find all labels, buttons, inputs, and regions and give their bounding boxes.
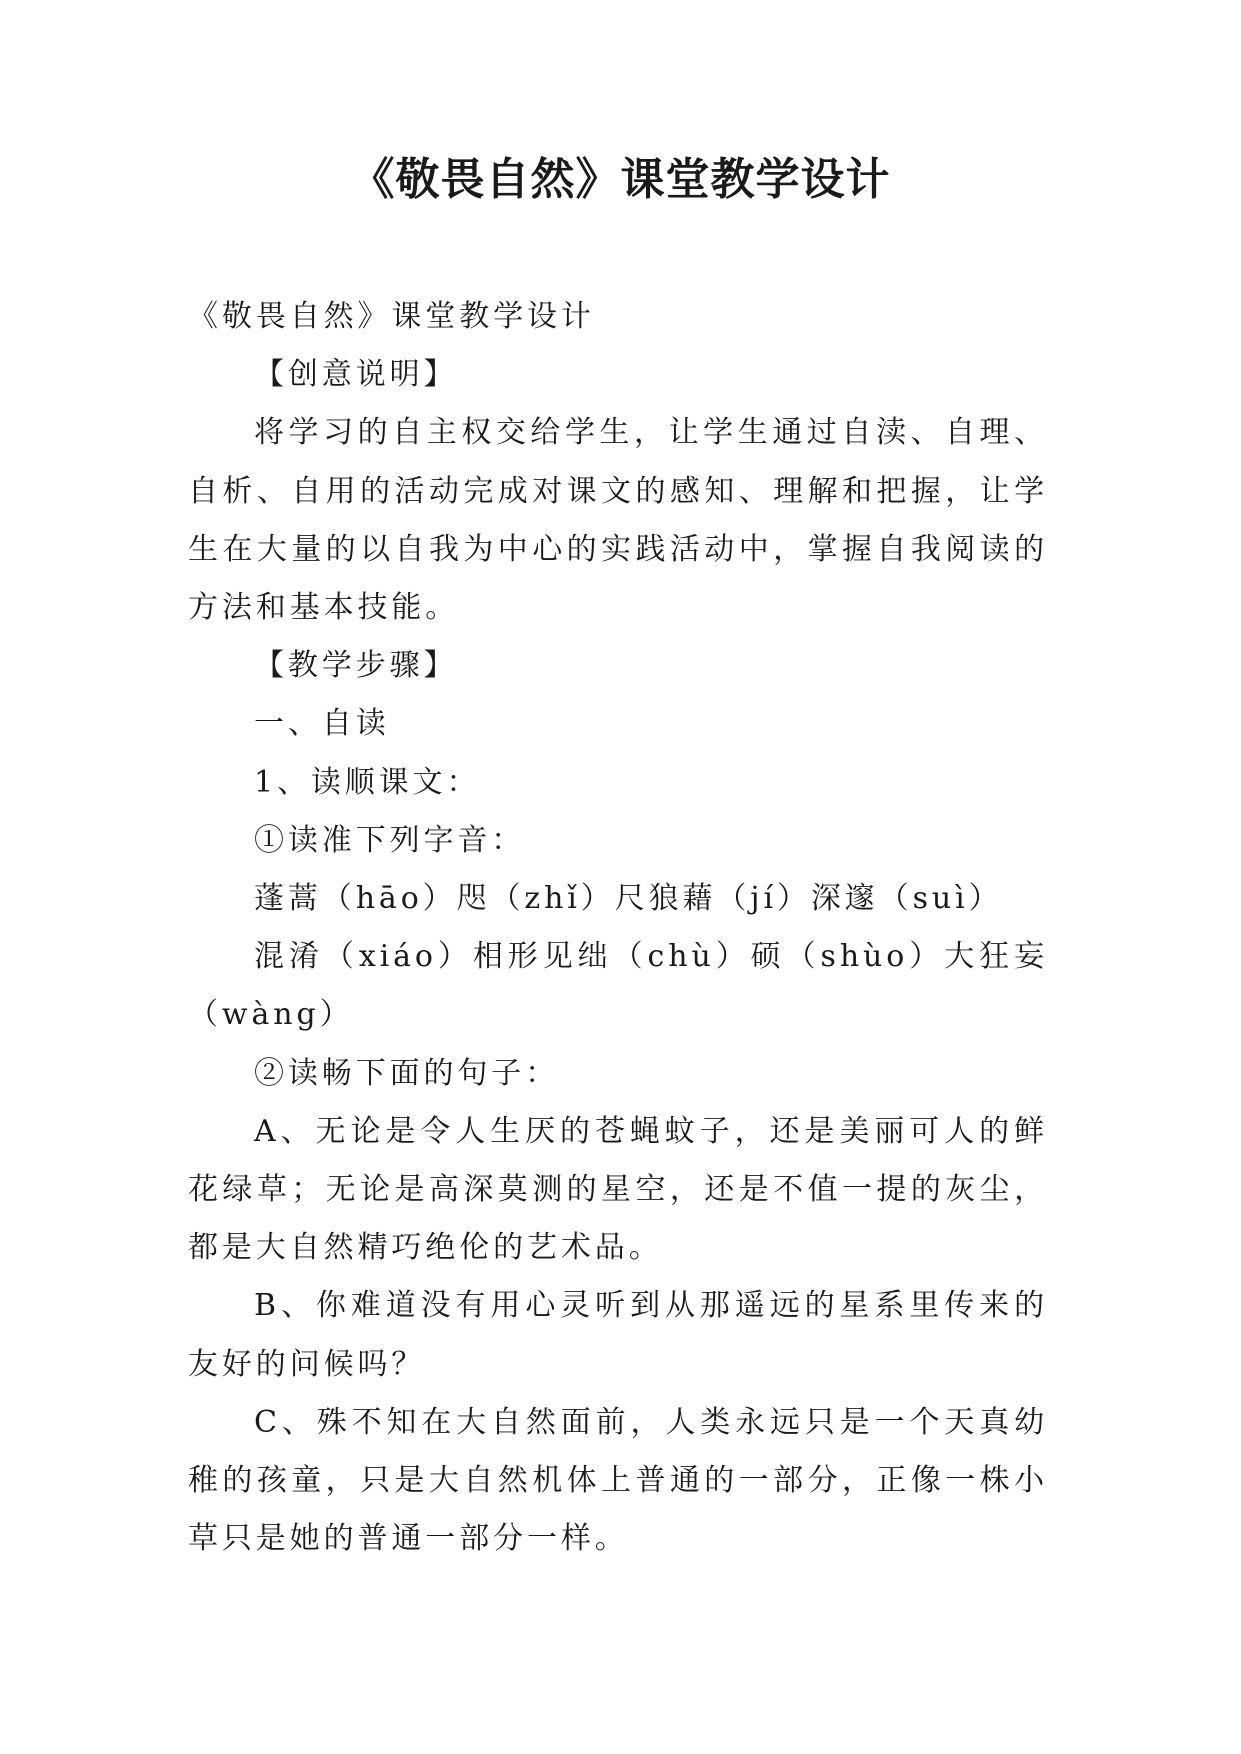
document-title: 《敬畏自然》课堂教学设计: [350, 154, 891, 205]
item-sentences: ②读畅下面的句子：: [254, 1055, 560, 1091]
item-read-text: 1、读顺课文：: [254, 764, 481, 800]
section-self-reading: 一、自读: [254, 706, 390, 742]
pronunciation-line-2: 混淆（xiáo）相形见绌（chù）硕（shùo）大狂妄（wàng）: [188, 939, 1048, 1033]
pronunciation-line-1: 蓬蒿（hāo）咫（zhǐ）尺狼藉（jí）深邃（suì）: [254, 881, 1003, 917]
paragraph-subtitle: 《敬畏自然》课堂教学设计: [188, 299, 595, 334]
sentence-a: A、无论是令人生厌的苍蝇蚊子，还是美丽可人的鲜花绿草；无论是高深莫测的星空，还是不值一提的灰尘，都是大自然精巧绝伦的艺术品。: [188, 1113, 1048, 1266]
paragraph-creative-note: 将学习的自主权交给学生，让学生通过自渎、自理、自析、自用的活动完成对课文的感知、理解和把握，让学生在大量的以自我为中心的实践活动中，掌握自我阅读的方法和基本技能。: [188, 415, 1048, 626]
heading-teaching-steps: 【教学步骤】: [254, 648, 458, 684]
sentence-c: C、殊不知在大自然面前，人类永远只是一个天真幼稚的孩童，只是大自然机体上普通的一部分，正像一株小草只是她的普通一部分一样。: [188, 1404, 1048, 1557]
item-pronunciation: ①读准下列字音：: [254, 822, 526, 858]
document-body: [188, 288, 1048, 1568]
heading-creative-note: 【创意说明】: [254, 357, 458, 393]
sentence-b: B、你难道没有用心灵听到从那遥远的星系里传来的友好的问候吗？: [188, 1288, 1048, 1382]
